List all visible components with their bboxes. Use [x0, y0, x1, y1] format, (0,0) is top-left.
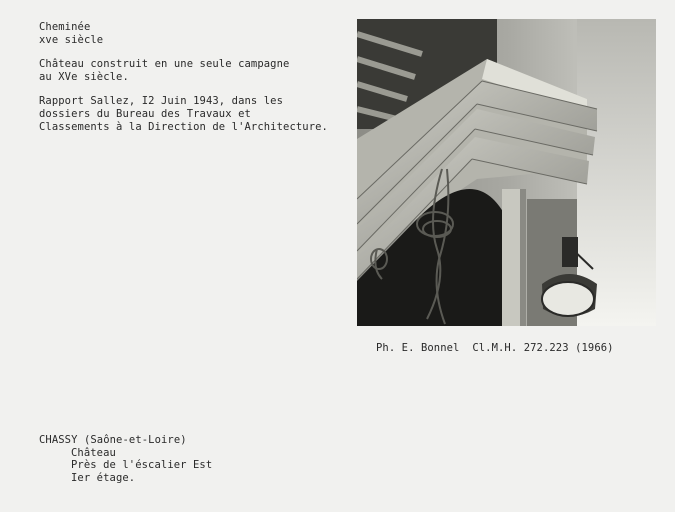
location-detail: Près de l'éscalier Est — [71, 459, 213, 471]
report-line-3: Classements à la Direction de l'Architecture. — [39, 121, 328, 133]
location-building: Château — [71, 447, 116, 459]
report-line-1: Rapport Sallez, I2 Juin 1943, dans les — [39, 95, 284, 107]
location-city: CHASSY (Saône-et-Loire) — [39, 434, 187, 446]
report-line-2: dossiers du Bureau des Travaux et — [39, 108, 251, 120]
description-line-1: Château construit en une seule campagne — [39, 58, 290, 70]
fireplace-photograph — [357, 19, 656, 326]
title-line: Cheminée — [39, 21, 91, 33]
century-line: xve siècle — [39, 34, 104, 46]
photo-credit: Ph. E. Bonnel Cl.M.H. 272.223 (1966) — [376, 342, 614, 354]
location-floor: Ier étage. — [71, 472, 136, 484]
description-line-2: au XVe siècle. — [39, 71, 129, 83]
